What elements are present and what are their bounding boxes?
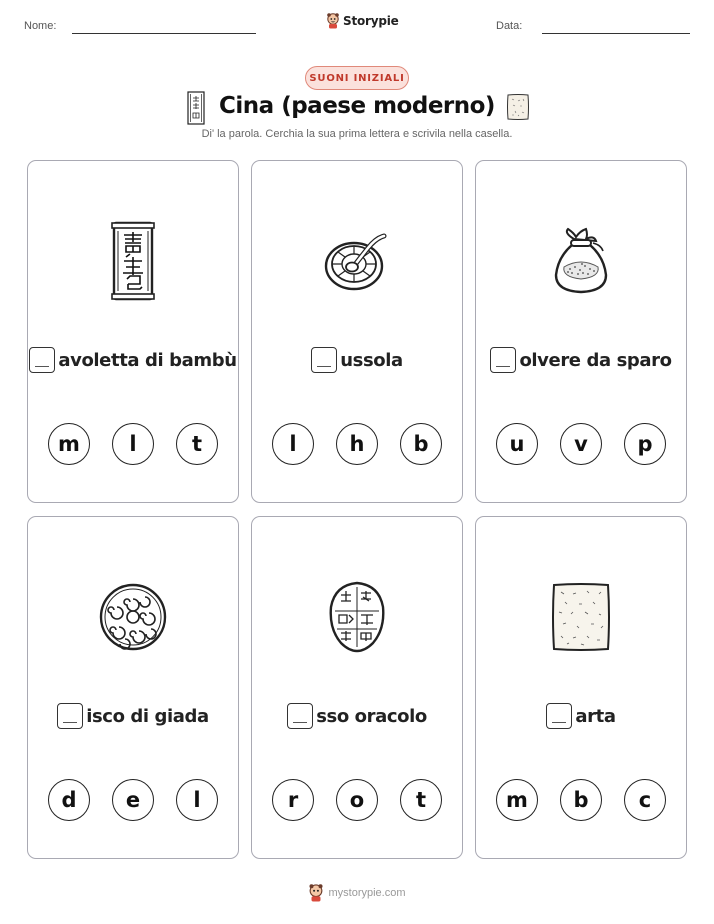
name-label: Nome: bbox=[24, 20, 57, 32]
word-row bbox=[476, 703, 686, 729]
letter-choice[interactable]: l bbox=[272, 423, 314, 465]
answer-box[interactable] bbox=[287, 703, 313, 729]
card-picture bbox=[252, 213, 462, 309]
date-line[interactable] bbox=[542, 33, 690, 34]
name-line[interactable] bbox=[72, 33, 256, 34]
jade-disc-icon bbox=[99, 583, 167, 651]
partial-word: avoletta di bambù bbox=[58, 349, 237, 371]
letter-choice[interactable]: l bbox=[176, 779, 218, 821]
paper-small-icon bbox=[506, 93, 530, 121]
name-field[interactable] bbox=[24, 20, 56, 32]
letter-choice[interactable]: m bbox=[496, 779, 538, 821]
storypie-logo-icon bbox=[326, 13, 340, 29]
letter-choices bbox=[252, 779, 462, 821]
word-row bbox=[28, 347, 238, 373]
instructions: Di' la parola. Cerchia la sua prima lettera e scrivila nella casella. bbox=[201, 128, 513, 140]
letter-choice[interactable]: l bbox=[112, 423, 154, 465]
partial-word: arta bbox=[575, 705, 616, 727]
letter-choice[interactable]: v bbox=[560, 423, 602, 465]
letter-choice[interactable]: h bbox=[336, 423, 378, 465]
letter-choice[interactable]: e bbox=[112, 779, 154, 821]
letter-choices bbox=[476, 423, 686, 465]
letter-choice[interactable]: t bbox=[176, 423, 218, 465]
answer-box[interactable] bbox=[546, 703, 572, 729]
partial-word: ussola bbox=[340, 349, 403, 371]
oracle-bone-icon bbox=[327, 581, 387, 653]
compass-icon bbox=[324, 230, 390, 292]
letter-choice[interactable]: t bbox=[400, 779, 442, 821]
letter-choice[interactable]: u bbox=[496, 423, 538, 465]
answer-box[interactable] bbox=[57, 703, 83, 729]
letter-choices bbox=[28, 779, 238, 821]
card-picture bbox=[252, 569, 462, 665]
partial-word: isco di giada bbox=[86, 705, 209, 727]
answer-box[interactable] bbox=[490, 347, 516, 373]
letter-choice[interactable]: r bbox=[272, 779, 314, 821]
paper-icon bbox=[551, 582, 611, 652]
partial-word: sso oracolo bbox=[316, 705, 427, 727]
letter-choice[interactable]: p bbox=[624, 423, 666, 465]
partial-word: olvere da sparo bbox=[519, 349, 672, 371]
storypie-footer-icon bbox=[308, 884, 324, 902]
word-row bbox=[28, 703, 238, 729]
bamboo-tablet-icon bbox=[110, 221, 156, 301]
card-picture bbox=[28, 213, 238, 309]
word-row bbox=[252, 703, 462, 729]
answer-box[interactable] bbox=[311, 347, 337, 373]
date-label: Data: bbox=[496, 20, 523, 32]
word-row bbox=[476, 347, 686, 373]
title-row bbox=[0, 91, 714, 127]
letter-choices bbox=[476, 779, 686, 821]
card-picture bbox=[476, 213, 686, 309]
word-card bbox=[27, 160, 239, 503]
word-row bbox=[252, 347, 462, 373]
section-badge: SUONI INIZIALI bbox=[305, 66, 409, 90]
word-card bbox=[27, 516, 239, 859]
letter-choice[interactable]: o bbox=[336, 779, 378, 821]
footer-link[interactable]: mystorypie.com bbox=[328, 887, 406, 899]
letter-choices bbox=[28, 423, 238, 465]
answer-box[interactable] bbox=[29, 347, 55, 373]
letter-choice[interactable]: c bbox=[624, 779, 666, 821]
brand-name: Storypie bbox=[343, 14, 399, 28]
brand-logo bbox=[326, 13, 399, 29]
card-picture bbox=[28, 569, 238, 665]
gunpowder-bag-icon bbox=[552, 227, 610, 295]
footer bbox=[0, 884, 714, 902]
word-card bbox=[475, 516, 687, 859]
letter-choices bbox=[252, 423, 462, 465]
word-card bbox=[475, 160, 687, 503]
page-title: Cina (paese moderno) bbox=[219, 93, 495, 119]
date-field[interactable] bbox=[496, 20, 522, 32]
word-card bbox=[251, 160, 463, 503]
letter-choice[interactable]: b bbox=[560, 779, 602, 821]
letter-choice[interactable]: d bbox=[48, 779, 90, 821]
word-card bbox=[251, 516, 463, 859]
card-picture bbox=[476, 569, 686, 665]
letter-choice[interactable]: b bbox=[400, 423, 442, 465]
letter-choice[interactable]: m bbox=[48, 423, 90, 465]
